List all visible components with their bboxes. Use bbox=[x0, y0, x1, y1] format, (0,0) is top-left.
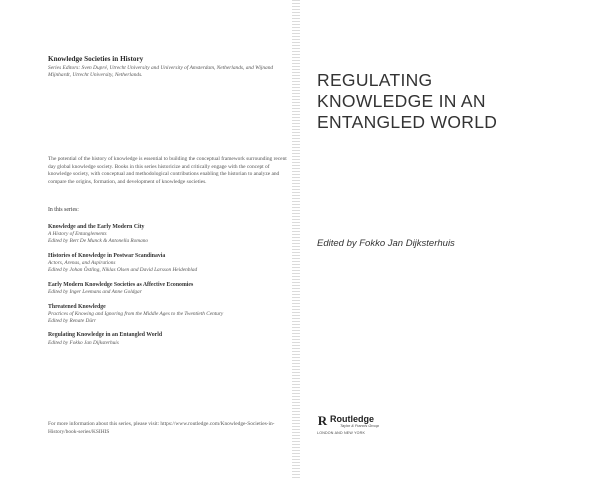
list-item bbox=[48, 332, 288, 346]
series-editors: Series Editors: Sven Dupré, Utrecht University and University of Amsterdam, Netherlands, and Wijnand Mijnhardt, Utrecht University, Netherlands. bbox=[48, 65, 274, 79]
book-list bbox=[48, 224, 288, 354]
book-title: Regulating Knowledge in an Entangled World bbox=[48, 332, 163, 339]
publisher-group: Taylor & Francis Group bbox=[340, 424, 379, 428]
book-title: Histories of Knowledge in Postwar Scandinavia bbox=[48, 252, 166, 259]
title-line: REGULATING bbox=[317, 70, 433, 90]
in-this-series-heading: In this series: bbox=[48, 207, 79, 213]
book-title: Knowledge and the Early Modern City bbox=[48, 224, 145, 230]
book-subtitle: A History of Entanglements bbox=[48, 231, 107, 238]
book-subtitle: Practices of Knowing and Ignoring from the Middle Ages to the Twentieth Century bbox=[48, 310, 224, 317]
publisher-imprint bbox=[317, 414, 467, 440]
right-page bbox=[298, 0, 600, 479]
title-line: KNOWLEDGE IN AN bbox=[317, 91, 486, 111]
routledge-logo-icon bbox=[317, 414, 328, 427]
list-item bbox=[48, 304, 288, 325]
book-title: Early Modern Knowledge Societies as Affective Economies bbox=[48, 281, 194, 288]
list-item bbox=[48, 253, 288, 274]
edited-by: Edited by Fokko Jan Dijksterhuis bbox=[317, 238, 455, 249]
series-more-info: For more information about this series, please visit: https://www.routledge.com/Knowledge-Societies-in-History/book-series/KSIHIS bbox=[48, 421, 275, 435]
publisher-places: LONDON AND NEW YORK bbox=[317, 431, 366, 435]
book-subtitle: Actors, Arenas, and Aspirations bbox=[48, 260, 116, 266]
book-editors: Edited by Johan Östling, Niklas Olsen and David Larsson Heidenblad bbox=[48, 266, 198, 273]
svg-text:R: R bbox=[317, 414, 328, 427]
book-editors: Edited by Inger Leemans and Anne Goldgar bbox=[48, 288, 142, 295]
title-line: ENTANGLED WORLD bbox=[317, 112, 498, 132]
left-page bbox=[0, 0, 296, 479]
list-item bbox=[48, 282, 288, 296]
book-editors: Edited by Bert De Munck & Antonella Romano bbox=[48, 238, 149, 244]
publisher-name: Routledge bbox=[330, 414, 374, 424]
book-title: Threatened Knowledge bbox=[48, 303, 106, 310]
book-title-heading bbox=[317, 70, 597, 133]
book-editors: Edited by Renate Dürr bbox=[48, 317, 97, 324]
series-title: Knowledge Societies in History bbox=[48, 55, 144, 63]
series-description: The potential of the history of knowledge is essential to building the conceptual framework surrounding recent day global knowledge society. Books in this series historicize and critically engage with the concept of knowledge society, with conceptual and methodological contributions enabling the historian to analyze and compare the origins, formation, and development of knowledge societies. bbox=[48, 156, 287, 185]
book-editors: Edited by Fokko Jan Dijksterhuis bbox=[48, 339, 119, 346]
list-item bbox=[48, 224, 288, 245]
